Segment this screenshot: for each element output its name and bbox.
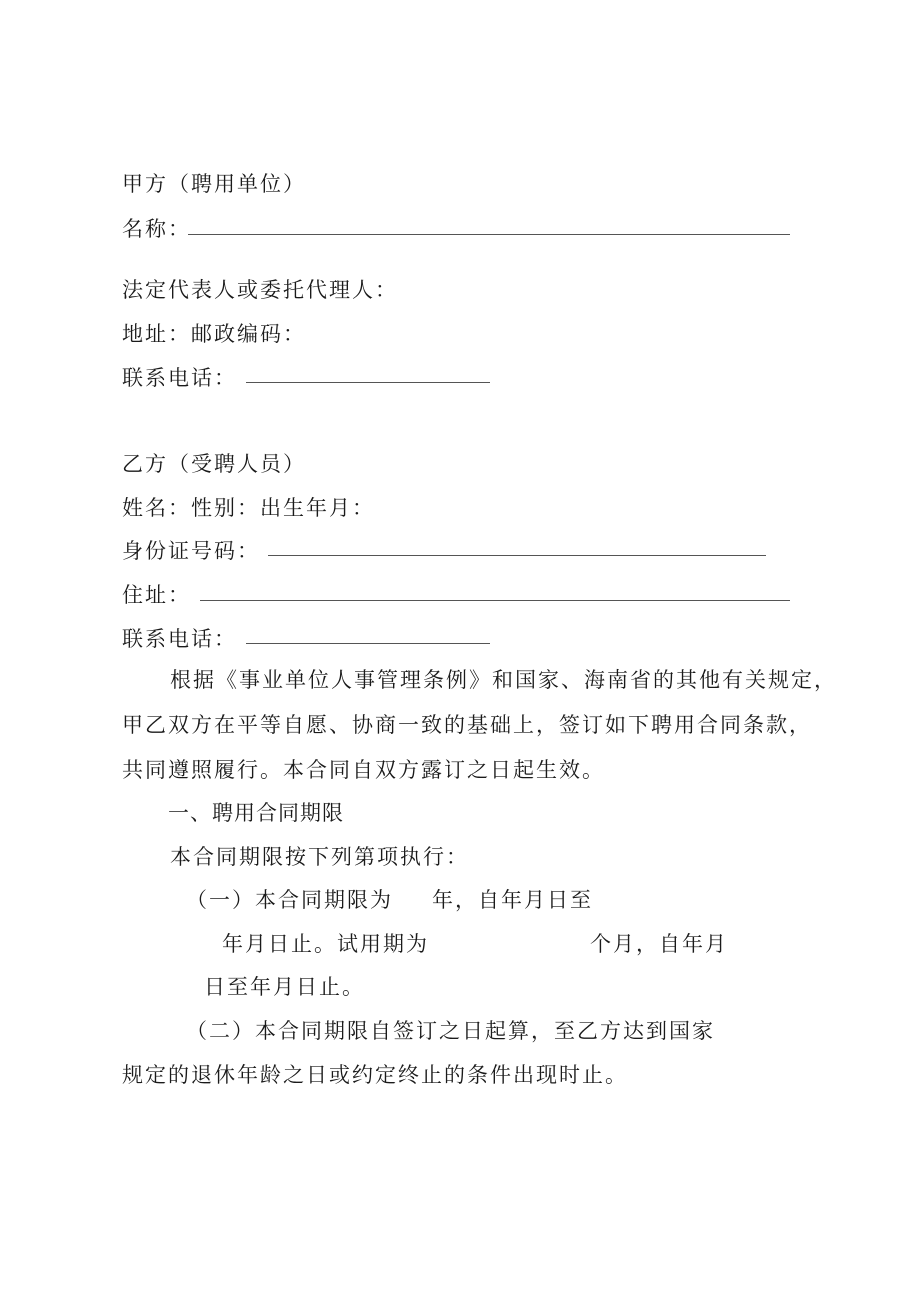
item-1-part-c: 年月日止。试用期为 — [222, 932, 429, 956]
party-a-representative-label: 法定代表人或委托代理人： — [122, 278, 398, 302]
party-b-id-field[interactable] — [268, 555, 766, 556]
section-1-title: 一、聘用合同期限 — [168, 801, 344, 825]
preamble-line-2: 甲乙双方在平等自愿、协商一致的基础上，签订如下聘用合同条款， — [122, 713, 812, 737]
party-a-phone-label: 联系电话： — [122, 366, 237, 390]
item-2-part-a: （二）本合同期限自签订之日起算，至乙方达到国家 — [186, 1019, 715, 1043]
section-1-intro: 本合同期限按下列第项执行： — [170, 845, 469, 869]
party-b-address-field[interactable] — [200, 600, 790, 601]
party-a-name-field[interactable] — [188, 234, 790, 235]
party-b-heading: 乙方（受聘人员） — [122, 452, 306, 476]
preamble-line-1: 根据《事业单位人事管理条例》和国家、海南省的其他有关规定， — [170, 668, 837, 692]
party-b-phone-field[interactable] — [246, 643, 490, 644]
party-a-address-label: 地址：邮政编码： — [122, 322, 306, 346]
party-b-personal-label: 姓名：性别：出生年月： — [122, 496, 375, 520]
item-1-part-b: 年，自年月日至 — [432, 888, 593, 912]
item-2-part-b: 规定的退休年龄之日或约定终止的条件出现时止。 — [122, 1063, 628, 1087]
party-b-id-label: 身份证号码： — [122, 539, 260, 563]
party-b-phone-label: 联系电话： — [122, 627, 237, 651]
party-a-phone-field[interactable] — [246, 382, 490, 383]
party-a-name-label: 名称： — [122, 217, 191, 241]
party-a-heading: 甲方（聘用单位） — [122, 172, 306, 196]
preamble-line-3: 共同遵照履行。本合同自双方露订之日起生效。 — [122, 758, 605, 782]
item-1-part-d: 个月，自年月 — [590, 932, 728, 956]
item-1-part-e: 日至年月日止。 — [204, 975, 365, 999]
party-b-address-label: 住址： — [122, 583, 191, 607]
item-1-part-a: （一）本合同期限为 — [186, 888, 393, 912]
